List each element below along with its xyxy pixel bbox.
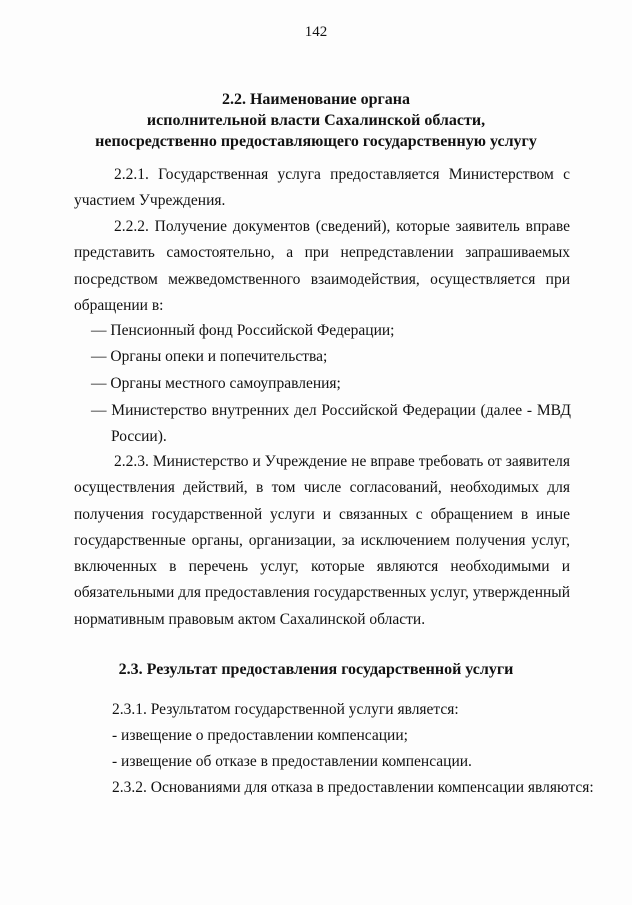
- paragraph-2-2-3: 2.2.3. Министерство и Учреждение не вправе требовать от заявителя осуществления действий, в том числе согласований, необходимых для получения государственной услуги и связанных с обращением в иные государственные органы, организации, за исключением получения услуг, включенных в перечень услуг, которые являются необходимыми и обязательными для предоставления государственных услуг, утвержденный нормативным правовым актом Сахалинской области.: [74, 453, 570, 628]
- heading-line: непосредственно предоставляющего государственную услугу: [95, 133, 537, 150]
- list-item: — Органы местного самоуправления;: [91, 375, 341, 392]
- result-item: - извещение об отказе в предоставлении компенсации.: [112, 753, 472, 770]
- list-item: — Пенсионный фонд Российской Федерации;: [91, 322, 395, 339]
- paragraph-2-3-1: 2.3.1. Результатом государственной услуги является:: [112, 701, 459, 718]
- list-item: — Органы опеки и попечительства;: [91, 348, 328, 365]
- paragraph-2-2-2: 2.2.2. Получение документов (сведений), которые заявитель вправе представить самостоятельно, а при непредставлении запрашиваемых посредством межведомственного взаимодействия, осуществляется при обращении в:: [74, 218, 570, 314]
- result-item: - извещение о предоставлении компенсации;: [112, 727, 408, 744]
- page-number: 142: [304, 24, 328, 40]
- list-item: — Министерство внутренних дел Российской Федерации (далее - МВД России).: [91, 402, 571, 446]
- paragraph-2-2-1: 2.2.1. Государственная услуга предоставляется Министерством с участием Учреждения.: [74, 166, 570, 210]
- heading-line: 2.2. Наименование органа: [221, 91, 411, 108]
- paragraph-2-3-2: 2.3.2. Основаниями для отказа в предоставлении компенсации являются:: [112, 779, 594, 796]
- section-heading-2-3: 2.3. Результат предоставления государственной услуги: [118, 661, 514, 678]
- section-heading-2-2: [0, 89, 632, 152]
- heading-line: исполнительной власти Сахалинской области,: [146, 112, 486, 129]
